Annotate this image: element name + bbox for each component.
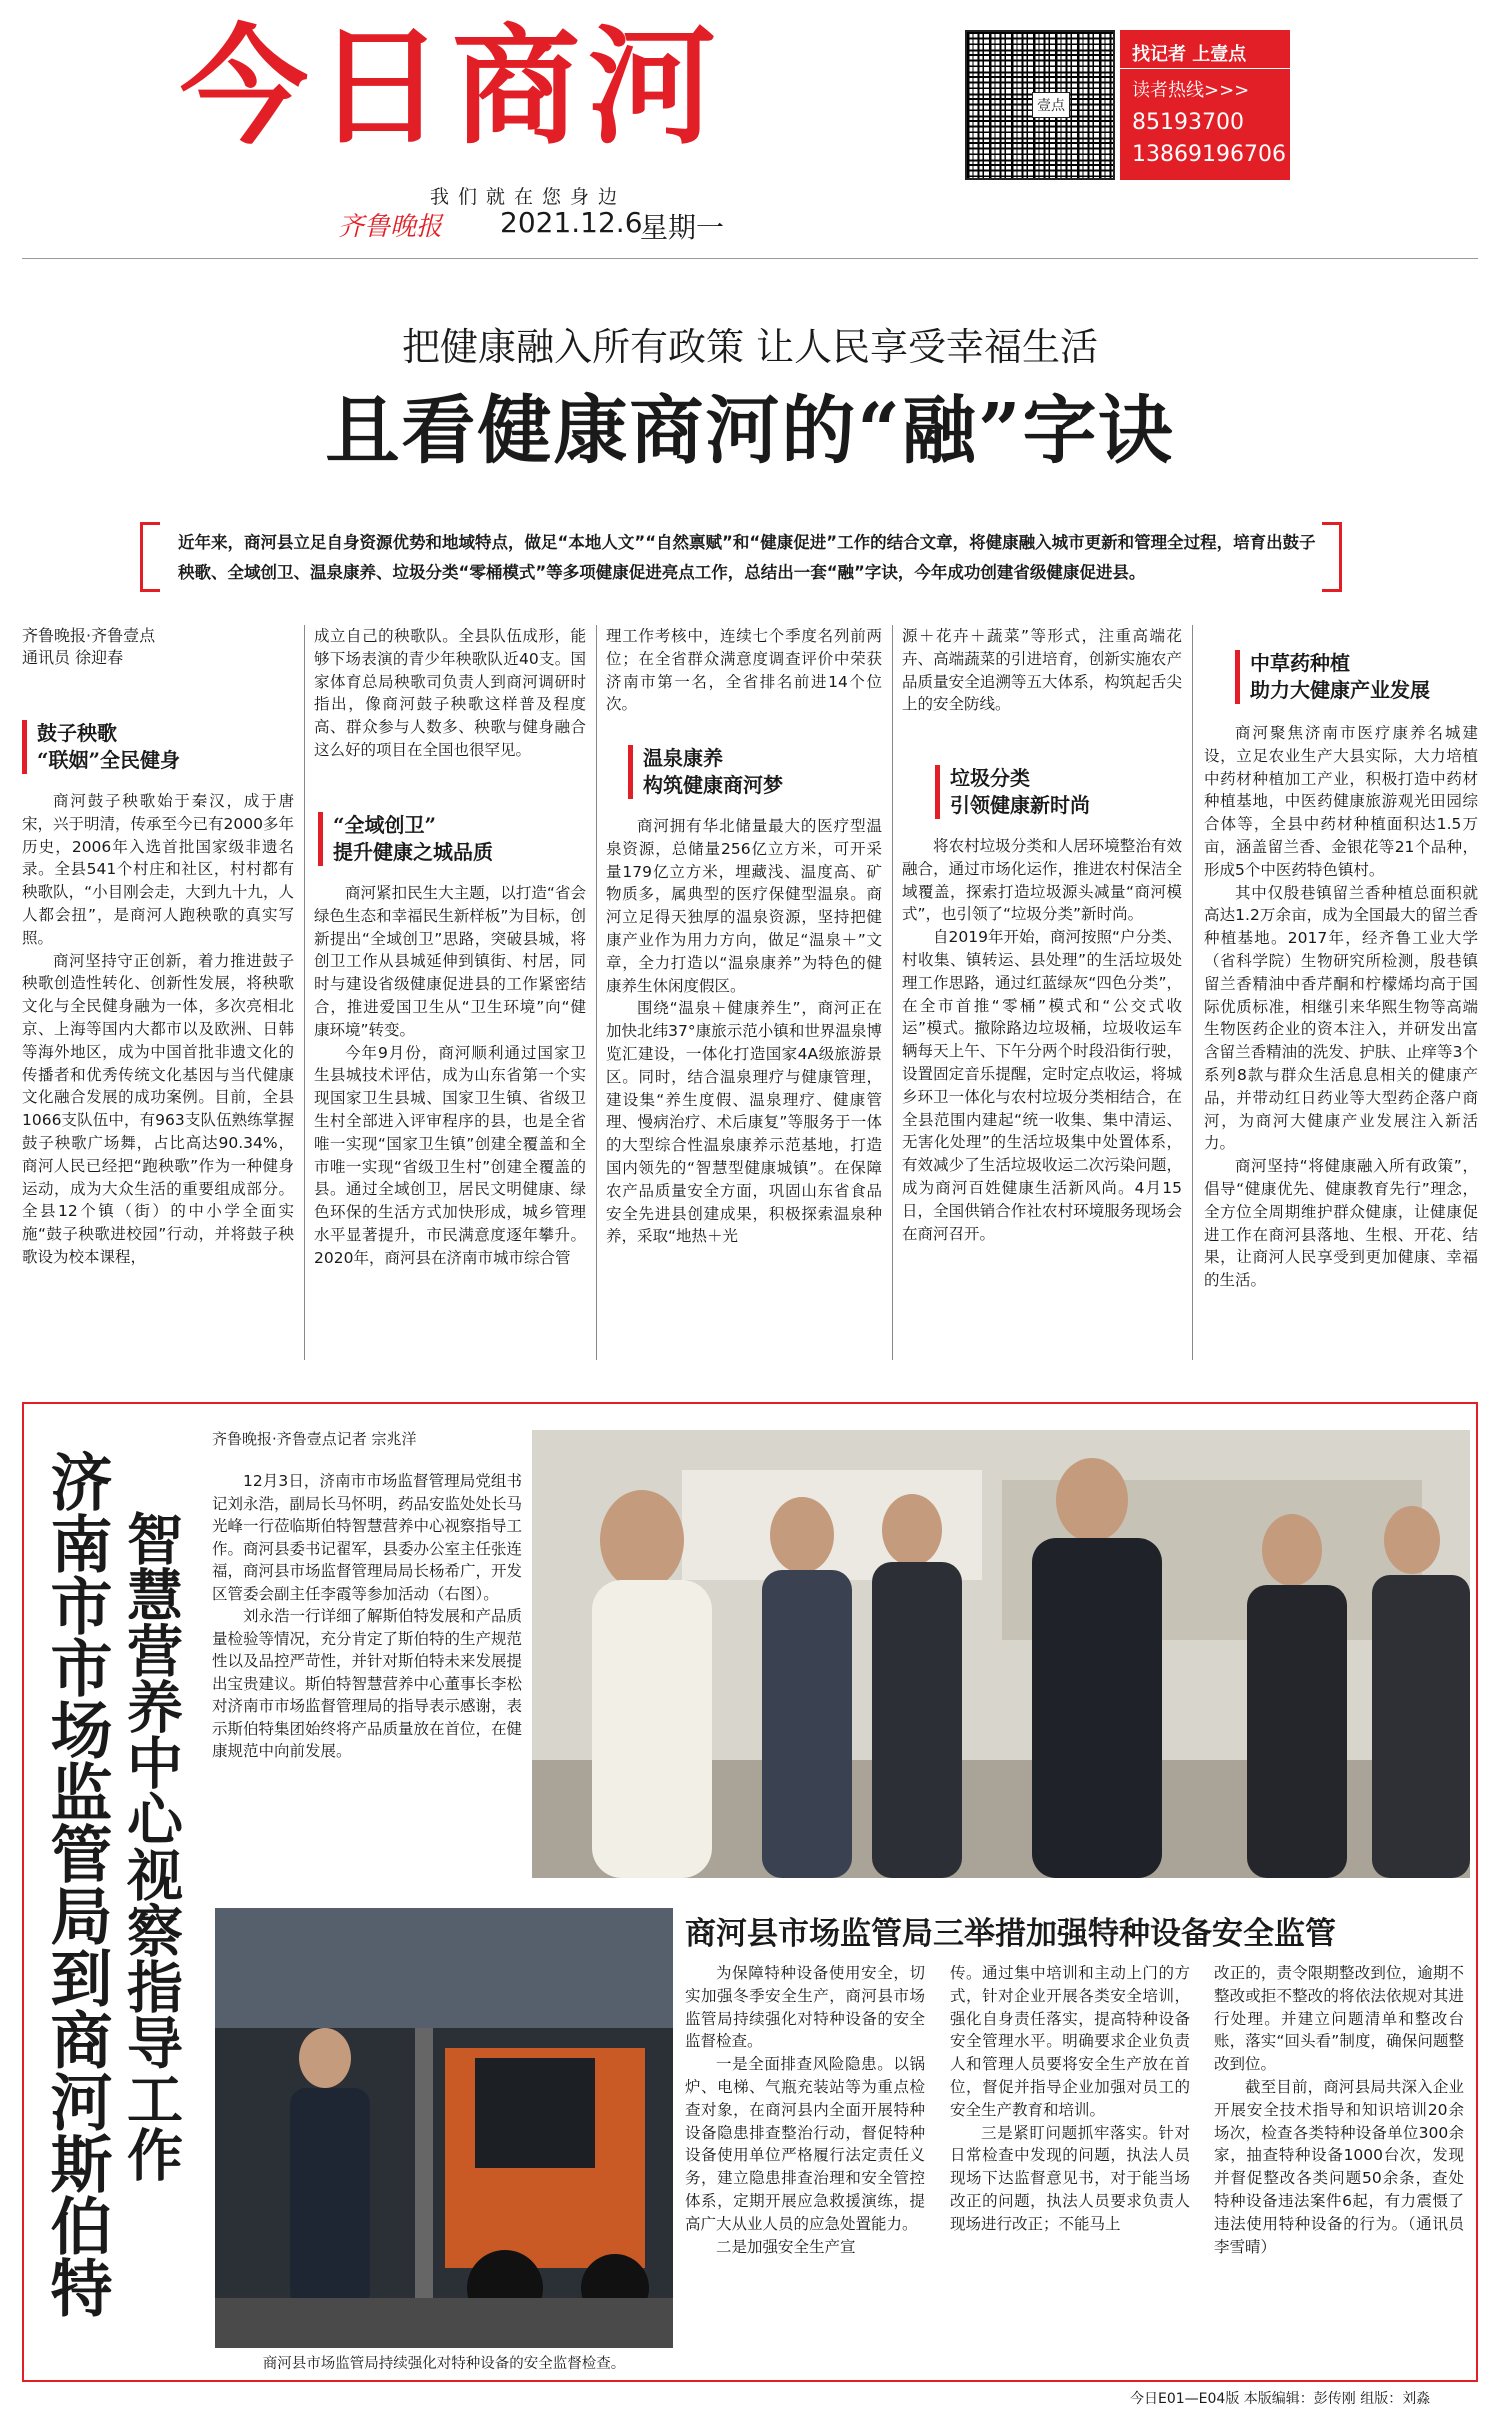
paragraph: 商河紧扣民生大主题，以打造“省会绿色生态和幸福民生新样板”为目标，创新提出“全域创卫”思路，突破县城，将创卫工作从县城延伸到镇街、村居，同时与建设省级健康促进县的工作紧密结合，推进爱国卫生从“卫生环境”向“健康环境”转变。 <box>314 884 586 1039</box>
paragraph: 商河聚焦济南市医疗康养名城建设，立足农业生产大县实际，大力培植中药材种植加工产业，积极打造中药材种植基地，中医药健康旅游观光田园综合体等，全县中药材种植面积达1.5万亩，涵盖留兰香、金银花等21个品种，形成5个中医药特色镇村。 <box>1204 724 1478 879</box>
story1-column-2a <box>314 625 586 790</box>
paragraph: 其中仅殷巷镇留兰香种植总面积就高达1.2万余亩，成为全国最大的留兰香种植基地。2017年，经齐鲁工业大学（省科学院）生物研究所检测，殷巷镇留兰香精油中香芹酮和柠檬烯均高于国际优质标准，相继引来华熙生物等高端生物医药企业的资本注入，并研发出富含留兰香精油的洗发、护肤、止痒等3个系列8款与群众生活息息相关的健康产品，并带动红日药业等大型药企落户商河，为商河大健康产业发展注入新活力。 <box>1204 883 1478 1153</box>
lead-bracket-right <box>1322 522 1342 592</box>
page-footer: 今日E01—E04版 本版编辑：彭传刚 组版：刘淼 <box>1130 2391 1431 2407</box>
lead-bracket-left <box>140 522 160 592</box>
publication-weekday: 星期一 <box>640 211 725 244</box>
story3-column-3 <box>1214 1962 1464 2372</box>
paragraph: 一是全面排查风险隐患。以锅炉、电梯、气瓶充装站等为重点检查对象，在商河县内全面开展特种设备隐患排查整治行动，督促特种设备使用单位严格履行法定责任义务，建立隐患排查治理和安全管控体系，定期开展应急救援演练，提高广大从业人员的应急处置能力。 <box>685 2055 925 2233</box>
hotline-box <box>1120 30 1290 180</box>
story1-column-3b <box>606 815 882 1360</box>
story1-column-4b <box>902 835 1182 1360</box>
byline-reporter: 通讯员 徐迎春 <box>22 648 124 667</box>
hotline-divider <box>1120 68 1290 69</box>
paragraph: 刘永浩一行详细了解斯伯特发展和产品质量检验等情况，充分肯定了斯伯特的生产规范性以及品控严苛性，并针对斯伯特未来发展提出宝贵建议。斯伯特智慧营养中心董事长李松对济南市市场监督管理局的指导表示感谢，表示斯伯特集团始终将产品质量放在首位，在健康规范中向前发展。 <box>212 1607 522 1760</box>
story3-column-1 <box>685 1962 925 2372</box>
story1-headline: 且看健康商河的“融”字诀 <box>325 388 1175 474</box>
story1-column-2b <box>314 882 586 1360</box>
paragraph: 商河拥有华北储量最大的医疗型温泉资源，总储量256亿立方米，可开采量179亿立方米，埋藏浅、温度高、矿物质多，属典型的医疗保健型温泉。商河立足得天独厚的温泉资源，坚持把健康产业作为用力方向，做足“温泉＋”文章，全力打造以“温泉康养”为特色的健康养生休闲度假区。 <box>606 817 882 995</box>
paragraph: 自2019年开始，商河按照“户分类、村收集、镇转运、县处理”的生活垃圾处理工作思路，通过红蓝绿灰“四色分类”，在全市首推“零桶”模式和“公交式收运”模式。撤除路边垃圾桶，垃圾收运车辆每天上午、下午分两个时段沿街行驶，设置固定音乐提醒，定时定点收运，将城乡环卫一体化与农村垃圾分类相结合，在全县范围内建起“统一收集、集中清运、无害化处理”的生活垃圾集中处置体系，有效减少了生活垃圾收运二次污染问题，成为商河百姓健康生活新风尚。4月15日，全国供销合作社农村环境服务现场会在商河召开。 <box>902 928 1182 1243</box>
story2-vertical-title-1: 济南市市场监管局到商河斯伯特 <box>40 1450 113 2318</box>
publication-date: 2021.12.6 <box>500 206 643 239</box>
hotline-label: 读者热线>>> <box>1132 80 1250 101</box>
masthead-title: 今日商河 <box>180 13 725 162</box>
paragraph: 截至目前，商河县局共深入企业开展安全技术指导和知识培训20余场次，检查各类特种设备单位300余家，抽查特种设备1000台次，发现并督促整改各类问题50余条，查处特种设备违法案件6起，有力震慑了违法使用特种设备的行为。（通讯员 李雪晴） <box>1214 2077 1464 2256</box>
inspection-photo <box>532 1430 1470 1878</box>
column-divider <box>304 625 305 1360</box>
section-title-line-1: “全域创卫” <box>333 813 437 837</box>
story1-byline <box>22 625 292 669</box>
story2-body <box>212 1470 522 1880</box>
paragraph: 传。通过集中培训和主动上门的方式，针对企业开展各类安全培训，强化自身责任落实，提高特种设备安全管理水平。明确要求企业负责人和管理人员要将安全生产放在首位，督促并指导企业加强对员工的安全生产教育和培训。 <box>950 1964 1190 2119</box>
find-reporter-text: 找记者 上壹点 <box>1132 44 1247 65</box>
section-title-yangge <box>22 720 292 774</box>
section-title-line-2: 引领健康新时尚 <box>950 793 1090 817</box>
paragraph: 商河坚持“将健康融入所有政策”，倡导“健康优先、健康教育先行”理念，全方位全周期维护群众健康，让健康促进工作在商河县落地、生根、开花、结果，让商河人民享受到更加健康、幸福的生活。 <box>1204 1157 1478 1290</box>
story1-column-1 <box>22 790 294 1360</box>
paragraph: 理工作考核中，连续七个季度名列前两位；在全省群众满意度调查评价中荣获济南市第一名，全省排名前进14个位次。 <box>606 627 882 714</box>
section-title-wenquan <box>628 745 868 799</box>
paragraph: 源＋花卉＋蔬菜”等形式，注重高端花卉、高端蔬菜的引进培育，创新实施农产品质量安全追溯等五大体系，构筑起舌尖上的安全防线。 <box>902 627 1182 714</box>
story2-byline: 齐鲁晚报·齐鲁壹点记者 宗兆洋 <box>212 1430 417 1448</box>
story1-subhead: 把健康融入所有政策 让人民享受幸福生活 <box>401 325 1099 369</box>
section-title-line-2: 构筑健康商河梦 <box>643 773 783 797</box>
story1-column-5 <box>1204 722 1478 1360</box>
hotline-phone-1: 85193700 <box>1132 110 1244 135</box>
section-title-line-1: 鼓子秧歌 <box>37 721 117 745</box>
section-title-line-1: 温泉康养 <box>643 746 723 770</box>
forklift-photo-caption: 商河县市场监管局持续强化对特种设备的安全监督检查。 <box>262 2356 626 2372</box>
paragraph: 围绕“温泉＋健康养生”，商河正在加快北纬37°康旅示范小镇和世界温泉博览汇建设，一体化打造国家4A级旅游景区。同时，结合温泉理疗与健康管理，建设集“养生度假、温泉理疗、健康管理、慢病治疗、术后康复”等服务于一体的大型综合性温泉康养示范基地，打造国内领先的“智慧型健康城镇”。在保障农产品质量安全方面，巩固山东省食品安全先进县创建成果，积极探索温泉种养，采取“地热＋光 <box>606 999 882 1246</box>
column-divider <box>596 625 597 1360</box>
story2-vertical-title-2: 智慧营养中心视察指导工作 <box>118 1510 184 2182</box>
hotline-phone-2: 13869196706 <box>1132 142 1286 167</box>
paragraph: 三是紧盯问题抓牢落实。针对日常检查中发现的问题，执法人员现场下达监督意见书，对于能当场改正的问题，执法人员要求负责人现场进行改正；不能马上 <box>950 2123 1190 2233</box>
paragraph: 将农村垃圾分类和人居环境整治有效融合，通过市场化运作，推进农村保洁全域覆盖，探索打造垃圾源头减量“商河模式”，也引领了“垃圾分类”新时尚。 <box>902 837 1182 924</box>
paragraph: 今年9月份，商河顺利通过国家卫生县城技术评估，成为山东省第一个实现国家卫生县城、国家卫生镇、省级卫生村全部进入评审程序的县，也是全省唯一实现“国家卫生镇”创建全覆盖和全市唯一实现“省级卫生村”创建全覆盖的县。通过全域创卫，居民文明健康、绿色环保的生活方式加快形成，城乡管理水平显著提升，市民满意度逐年攀升。2020年，商河县在济南市城市综合管 <box>314 1043 586 1267</box>
section-title-line-1: 垃圾分类 <box>950 766 1030 790</box>
story1-lead: 近年来，商河县立足自身资源优势和地域特点，做足“本地人文”“自然禀赋”和“健康促进”工作的结合文章，将健康融入城市更新和管理全过程，培育出鼓子秧歌、全域创卫、温泉康养、垃圾分类“零桶模式”等多项健康促进亮点工作，总结出一套“融”字诀，今年成功创建省级健康促进县。 <box>178 533 1316 582</box>
inspection-photo-scene <box>532 1430 1470 1878</box>
section-title-line-1: 中草药种植 <box>1250 651 1350 675</box>
section-title-line-2: “联姻”全民健身 <box>37 748 181 772</box>
paragraph: 商河鼓子秧歌始于秦汉，成于唐宋，兴于明清，传承至今已有2000多年历史，2006年入选首批国家级非遗名录。全县541个村庄和社区，村村都有秧歌队，“小目刚会走，大到九十九，人人都会扭”，是商河人跑秧歌的真实写照。 <box>22 792 294 947</box>
section-title-laji <box>935 765 1170 819</box>
paper-logo: 齐鲁晚报 <box>338 212 443 242</box>
section-title-line-2: 提升健康之城品质 <box>333 840 493 864</box>
story1-column-3a <box>606 625 882 725</box>
story3-headline: 商河县市场监管局三举措加强特种设备安全监管 <box>685 1916 1336 1952</box>
paragraph: 二是加强安全生产宣 <box>716 2237 856 2256</box>
paragraph: 改正的，责令限期整改到位，逾期不整改或拒不整改的将依法依规对其进行处理。并建立问题清单和整改台账，落实“回头看”制度，确保问题整改到位。 <box>1214 1964 1464 2074</box>
section-title-chuangwei <box>318 812 578 866</box>
paragraph: 成立自己的秧歌队。全县队伍成形，能够下场表演的青少年秧歌队近40支。国家体育总局秧歌司负责人到商河调研时指出，像商河鼓子秧歌这样普及程度高、群众参与人数多、秧歌与健身融合这么好的项目在全国也很罕见。 <box>314 627 586 759</box>
paragraph: 商河坚持守正创新，着力推进鼓子秧歌创造性转化、创新性发展，将秧歌文化与全民健身融为一体，多次亮相北京、上海等国内大都市以及欧洲、日韩等海外地区，成为中国首批非遗文化的传播者和优秀传统文化基因与当代健康文化融合发展的成功案例。目前，全县1066支队伍中，有963支队伍熟练掌握鼓子秧歌广场舞，占比高达90.34%，商河人民已经把“跑秧歌”作为一种健身运动，成为大众生活的重要组成部分。全县12个镇（街）的中小学全面实施“鼓子秧歌进校园”行动，并将鼓子秧歌设为校本课程， <box>22 951 294 1266</box>
column-divider <box>1192 625 1193 1360</box>
masthead-slogan: 我们就在您身边 <box>430 186 627 208</box>
forklift-photo <box>215 1908 673 2348</box>
byline-org: 齐鲁晚报·齐鲁壹点 <box>22 626 156 645</box>
section-title-zhongcaoyao <box>1235 650 1475 704</box>
story3-column-2 <box>950 1962 1190 2372</box>
paragraph: 12月3日，济南市市场监督管理局党组书记刘永浩，副局长马怀明，药品安监处处长马光峰一行莅临斯伯特智慧营养中心视察指导工作。商河县委书记翟军，县委办公室主任张连福，商河县市场监督管理局局长杨希广，开发区管委会副主任李霞等参加活动（右图）。 <box>212 1472 522 1603</box>
paragraph: 为保障特种设备使用安全，切实加强冬季安全生产，商河县市场监管局持续强化对特种设备的安全监督检查。 <box>685 1964 925 2051</box>
story1-column-4a <box>902 625 1182 745</box>
column-divider <box>892 625 893 1360</box>
masthead-rule <box>22 258 1478 259</box>
forklift-photo-scene <box>215 1908 673 2348</box>
section-title-line-2: 助力大健康产业发展 <box>1250 678 1430 702</box>
qr-code-label: 壹点 <box>1032 92 1070 118</box>
